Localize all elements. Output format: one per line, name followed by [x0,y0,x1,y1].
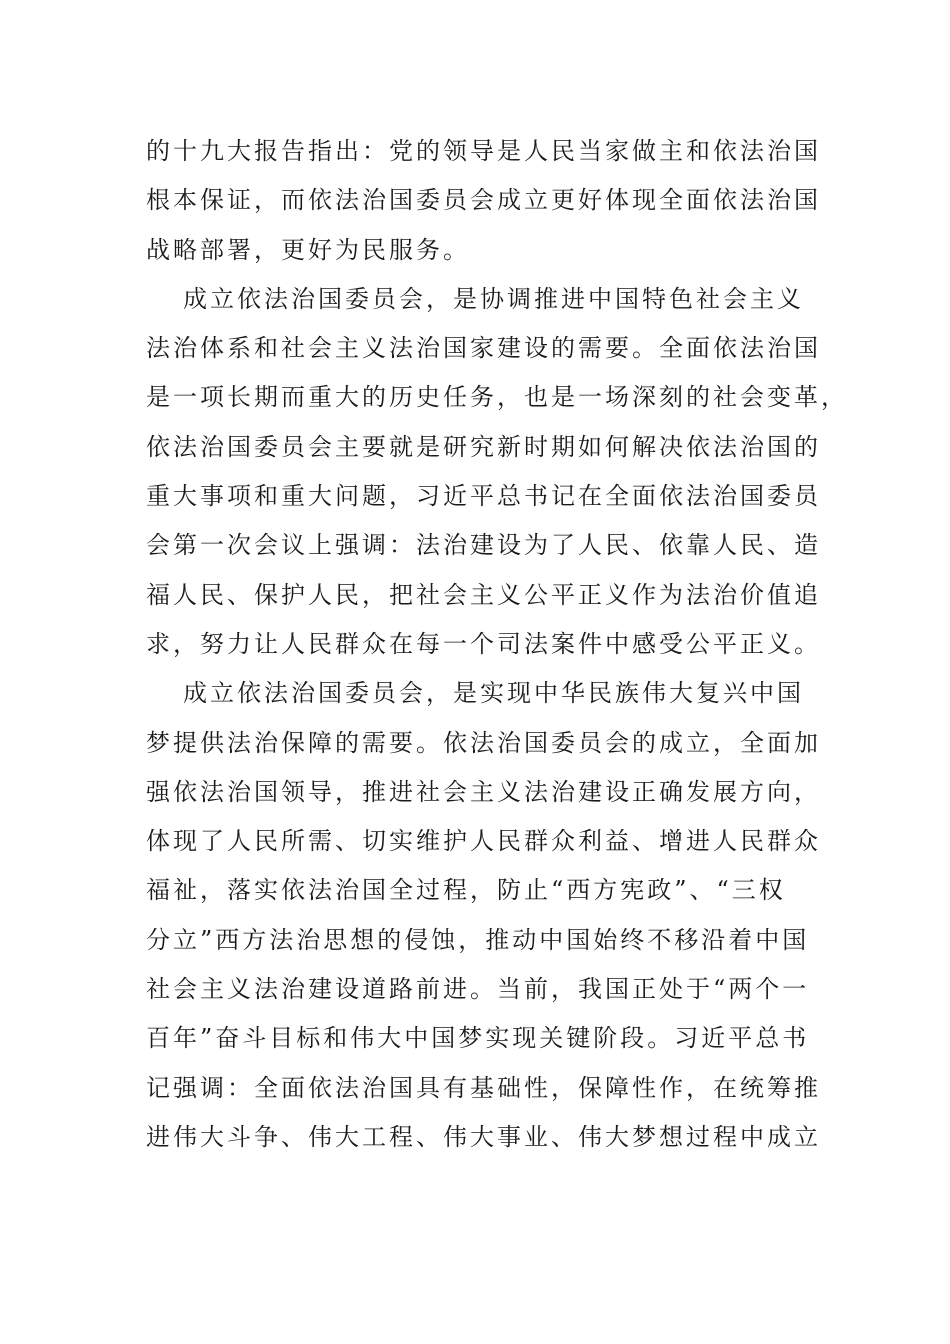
text-line: 是一项长期而重大的历史任务，也是一场深刻的社会变革， [146,383,848,412]
text-line: 梦提供法治保障的需要。依法治国委员会的成立，全面加 [146,728,821,757]
text-line: 重大事项和重大问题，习近平总书记在全面依法治国委员 [146,482,821,511]
text-line: 福人民、保护人民，把社会主义公平正义作为法治价值追 [146,580,821,609]
text-line: 法治体系和社会主义法治国家建设的需要。全面依法治国 [146,334,821,363]
paragraph-start-line: 成立依法治国委员会，是协调推进中国特色社会主义 [183,284,804,313]
text-line: 进伟大斗争、伟大工程、伟大事业、伟大梦想过程中成立 [146,1122,821,1151]
body-text [146,127,848,1162]
text-line: 百年”奋斗目标和伟大中国梦实现关键阶段。习近平总书 [146,1024,810,1053]
text-line: 强依法治国领导，推进社会主义法治建设正确发展方向， [146,777,821,806]
text-line: 社会主义法治建设道路前进。当前，我国正处于“两个一 [146,975,810,1004]
text-line: 福祉，落实依法治国全过程，防止“西方宪政”、“三权 [146,876,786,905]
text-line: 求，努力让人民群众在每一个司法案件中感受公平正义。 [146,629,821,658]
text-line: 根本保证，而依法治国委员会成立更好体现全面依法治国 [146,186,821,215]
text-line: 战略部署，更好为民服务。 [146,235,470,264]
text-line: 分立”西方法治思想的侵蚀，推动中国始终不移沿着中国 [146,925,810,954]
paragraph-start-line: 成立依法治国委员会，是实现中华民族伟大复兴中国 [183,679,804,708]
text-line: 体现了人民所需、切实维护人民群众利益、增进人民群众 [146,827,821,856]
text-line: 的十九大报告指出：党的领导是人民当家做主和依法治国 [146,137,821,165]
text-line: 会第一次会议上强调：法治建设为了人民、依靠人民、造 [146,531,821,560]
text-line: 依法治国委员会主要就是研究新时期如何解决依法治国的 [146,432,821,461]
text-line: 记强调：全面依法治国具有基础性，保障性作，在统筹推 [146,1073,821,1102]
